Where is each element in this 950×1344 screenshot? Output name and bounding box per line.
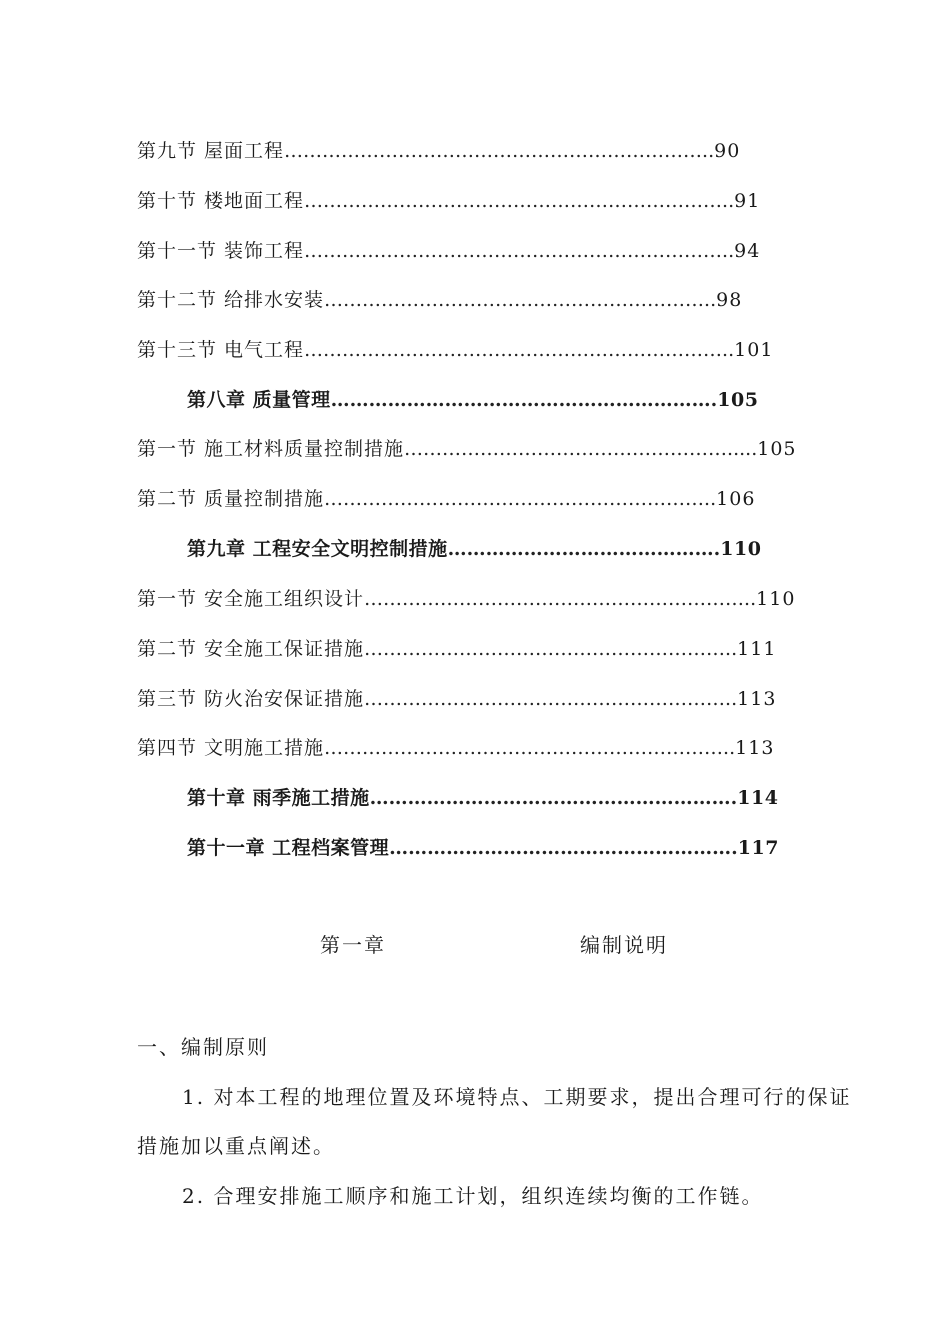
toc-leader-dots: …………………………………………………….. bbox=[324, 488, 717, 510]
toc-entry-label: 第十三节 电气工程 bbox=[137, 339, 305, 361]
toc-page-number: 113 bbox=[737, 688, 777, 710]
toc-entry-label: 第一节 施工材料质量控制措施 bbox=[137, 438, 405, 460]
toc-entry-label: 第十节 楼地面工程 bbox=[137, 190, 305, 212]
toc-chapter-entry[interactable] bbox=[187, 534, 761, 564]
toc-leader-dots: ……………………………………………………. bbox=[330, 389, 718, 411]
toc-entry-label: 第十章 雨季施工措施 bbox=[187, 787, 370, 809]
toc-entry-label: 第九节 屋面工程 bbox=[137, 140, 285, 162]
toc-section-entry[interactable] bbox=[137, 136, 740, 166]
toc-leader-dots: …………………………………………………. bbox=[369, 787, 738, 809]
toc-section-entry[interactable] bbox=[137, 434, 797, 464]
section-heading: 一、编制原则 bbox=[137, 1035, 269, 1059]
toc-page-number: 114 bbox=[737, 787, 779, 809]
toc-entry-label: 第十二节 给排水安装 bbox=[137, 289, 325, 311]
toc-entry-label: 第八章 质量管理 bbox=[187, 389, 331, 411]
toc-leader-dots: ………………………………………………….. bbox=[364, 688, 738, 710]
toc-entry-label: 第四节 文明施工措施 bbox=[137, 737, 325, 759]
toc-page-number: 90 bbox=[714, 140, 741, 162]
toc-section-entry[interactable] bbox=[137, 684, 776, 714]
toc-chapter-entry[interactable] bbox=[187, 783, 778, 813]
paragraph-line: 1. 对本工程的地理位置及环境特点、工期要求，提出合理可行的保证 bbox=[182, 1085, 852, 1109]
toc-section-entry[interactable] bbox=[137, 634, 776, 664]
toc-page-number: 105 bbox=[757, 438, 797, 460]
toc-leader-dots: ……………………………………. bbox=[447, 538, 721, 560]
toc-page-number: 113 bbox=[735, 737, 775, 759]
toc-leader-dots: ………………………………………………………….. bbox=[284, 140, 715, 162]
toc-page-number: 106 bbox=[716, 488, 756, 510]
toc-leader-dots: ………………………………………………………….. bbox=[304, 339, 735, 361]
toc-page-number: 117 bbox=[737, 837, 779, 859]
toc-section-entry[interactable] bbox=[137, 584, 795, 614]
toc-leader-dots: ……………………………………………………….. bbox=[324, 737, 736, 759]
toc-leader-dots: ……………………………………………..... bbox=[404, 438, 758, 460]
toc-entry-label: 第二节 质量控制措施 bbox=[137, 488, 325, 510]
chapter-number: 第一章 bbox=[320, 933, 386, 957]
paragraph-line: 措施加以重点阐述。 bbox=[137, 1134, 335, 1158]
toc-page-number: 101 bbox=[734, 339, 774, 361]
chapter-title: 编制说明 bbox=[580, 933, 668, 957]
toc-page-number: 105 bbox=[717, 389, 759, 411]
toc-leader-dots: ………………………………………………………….. bbox=[304, 240, 735, 262]
toc-entry-label: 第一节 安全施工组织设计 bbox=[137, 588, 365, 610]
toc-section-entry[interactable] bbox=[137, 285, 742, 315]
toc-section-entry[interactable] bbox=[137, 186, 760, 216]
toc-entry-label: 第十一节 装饰工程 bbox=[137, 240, 305, 262]
toc-entry-label: 第十一章 工程档案管理 bbox=[187, 837, 390, 859]
toc-chapter-entry[interactable] bbox=[187, 833, 779, 863]
toc-section-entry[interactable] bbox=[137, 484, 755, 514]
toc-section-entry[interactable] bbox=[137, 236, 760, 266]
toc-page-number: 94 bbox=[734, 240, 761, 262]
toc-section-entry[interactable] bbox=[137, 733, 774, 763]
toc-entry-label: 第三节 防火治安保证措施 bbox=[137, 688, 365, 710]
toc-entry-label: 第九章 工程安全文明控制措施 bbox=[187, 538, 448, 560]
toc-page-number: 91 bbox=[734, 190, 761, 212]
toc-leader-dots: …………………………………………………….. bbox=[364, 588, 757, 610]
toc-section-entry[interactable] bbox=[137, 335, 773, 365]
toc-entry-label: 第二节 安全施工保证措施 bbox=[137, 638, 365, 660]
toc-leader-dots: ………………………………………………. bbox=[389, 837, 738, 859]
toc-chapter-entry[interactable] bbox=[187, 385, 758, 415]
toc-leader-dots: ………………………………………………………….. bbox=[304, 190, 735, 212]
toc-leader-dots: ………………………………………………….. bbox=[364, 638, 738, 660]
toc-page-number: 111 bbox=[737, 638, 777, 660]
toc-leader-dots: …………………………………………………….. bbox=[324, 289, 717, 311]
toc-page-number: 98 bbox=[716, 289, 743, 311]
paragraph-line: 2. 合理安排施工顺序和施工计划，组织连续均衡的工作链。 bbox=[182, 1184, 764, 1208]
toc-page-number: 110 bbox=[756, 588, 796, 610]
toc-page-number: 110 bbox=[720, 538, 762, 560]
